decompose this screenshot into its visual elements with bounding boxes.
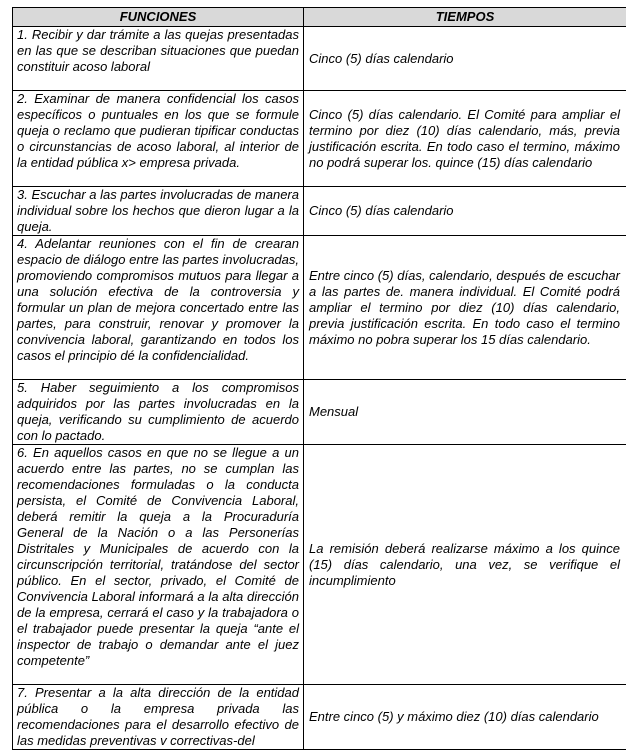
table-row	[13, 685, 627, 750]
tiempo-cell: Cinco (5) días calendario	[304, 27, 627, 91]
tiempo-cell: Cinco (5) días calendario. El Comité para ampliar el termino por diez (10) días calendario, más, previa justificación escrita. En todo caso el termino, máximo no podrá superar los. quince (15) días calendario	[304, 91, 627, 187]
table-header-row	[13, 8, 627, 27]
funcion-cell: 6. En aquellos casos en que no se llegue a un acuerdo entre las partes, no se cumplan las recomendaciones formuladas o la conducta persista, el Comité de Convivencia Laboral, deberá remitir la queja a la Procuraduría General de la Nación o a las Personerías Distritales y Municipales de acuerdo con la circunscripción territorial, tratándose del sector público. En el sector, privado, el Comité de Convivencia Laboral informará a la alta dirección de la empresa, cerrará el caso y la trabajadora o el trabajador puede presentar la queja “ante el inspector de trabajo o demandar ante el juez competente”	[13, 445, 304, 685]
table-row	[13, 91, 627, 187]
table-row	[13, 380, 627, 445]
funcion-cell: 5. Haber seguimiento a los compromisos adquiridos por las partes involucradas en la queja, verificando su cumplimiento de acuerdo con lo pactado.	[13, 380, 304, 445]
table-row	[13, 445, 627, 685]
funcion-cell: 3. Escuchar a las partes involucradas de manera individual sobre los hechos que dieron lugar a la queja.	[13, 187, 304, 236]
funcion-cell: 2. Examinar de manera confidencial los casos específicos o puntuales en los que se formule queja o reclamo que pudieran tipificar conductas o circunstancias de acoso laboral, al interior de la entidad pública x> empresa privada.	[13, 91, 304, 187]
tiempo-cell: La remisión deberá realizarse máximo a los quince (15) días calendario, una vez, se verifique el incumplimiento	[304, 445, 627, 685]
funcion-cell: 1. Recibir y dar trámite a las quejas presentadas en las que se describan situaciones que puedan constituir acoso laboral	[13, 27, 304, 91]
funcion-cell: 4. Adelantar reuniones con el fin de crearan espacio de diálogo entre las partes involucradas, promoviendo compromisos mutuos para llegar a una solución efectiva de la controversia y formular un plan de mejora concertado entre las partes, para construir, renovar y promover la convivencia laboral, garantizando en todos los casos el principio dé la confidencialidad.	[13, 236, 304, 380]
tiempo-cell: Entre cinco (5) y máximo diez (10) días calendario	[304, 685, 627, 750]
header-tiempos: TIEMPOS	[304, 8, 627, 27]
table-row	[13, 27, 627, 91]
table-row	[13, 236, 627, 380]
funcion-cell: 7. Presentar a la alta dirección de la entidad pública o la empresa privada las recomendaciones para el desarrollo efectivo de las medidas preventivas v correctivas-del	[13, 685, 304, 750]
functions-times-table-container	[12, 7, 626, 756]
tiempo-cell: Mensual	[304, 380, 627, 445]
tiempo-cell: Cinco (5) días calendario	[304, 187, 627, 236]
table-row	[13, 187, 627, 236]
functions-times-table	[12, 7, 626, 750]
header-funciones: FUNCIONES	[13, 8, 304, 27]
tiempo-cell: Entre cinco (5) días, calendario, después de escuchar a las partes de. manera individual. El Comité podrá ampliar el termino por diez (10) días calendario, previa justificación escrita. En todo caso el termino máximo no pobra superar los 15 días calendario.	[304, 236, 627, 380]
